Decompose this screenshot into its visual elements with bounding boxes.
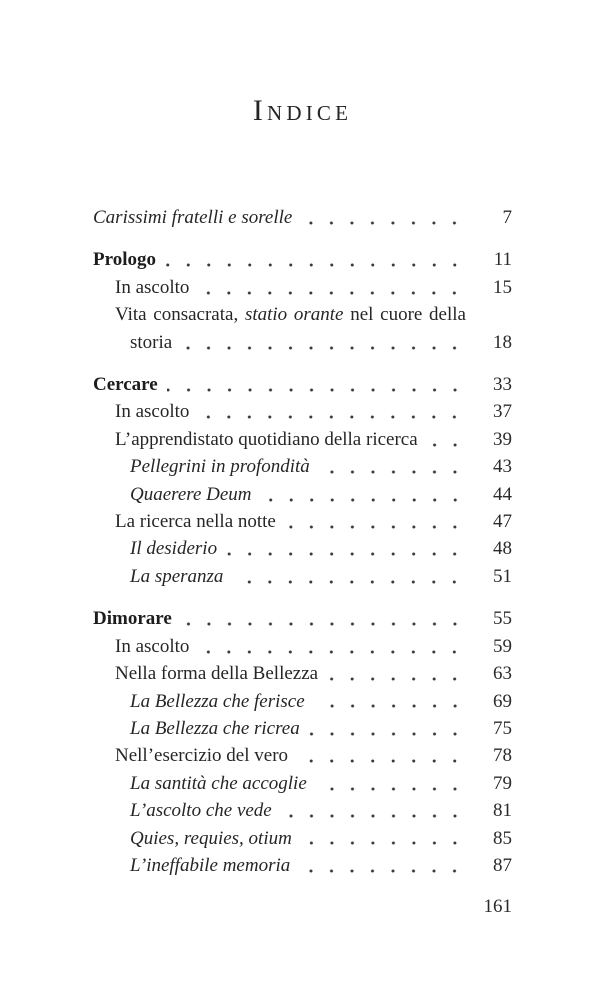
page-number: 18	[493, 331, 512, 353]
toc-entry-row	[93, 246, 512, 273]
page-number: 63	[493, 663, 512, 685]
dot-leader	[309, 715, 466, 742]
dot-leader	[319, 453, 466, 480]
toc-entry	[93, 742, 512, 769]
dot-leader	[181, 605, 466, 632]
toc-entry-row	[115, 426, 512, 453]
entry-label: Pellegrini in profondità	[130, 456, 310, 478]
dot-leader	[299, 852, 466, 879]
toc-entry	[93, 246, 512, 273]
toc-entry	[93, 825, 512, 852]
page-number: 87	[493, 854, 512, 876]
dot-leader	[285, 508, 466, 535]
dot-leader	[261, 481, 466, 508]
page-number: 39	[493, 428, 512, 450]
page-number: 33	[493, 374, 512, 396]
toc-entry-row	[115, 660, 512, 687]
toc-entry	[93, 453, 512, 480]
toc-entry	[93, 797, 512, 824]
toc-entry-row	[130, 852, 512, 879]
dot-leader	[232, 563, 466, 590]
toc-entry-row	[93, 605, 512, 632]
toc-entry	[93, 204, 512, 231]
dot-leader	[281, 797, 466, 824]
entry-label: Quaerere Deum	[130, 483, 252, 505]
page-number: 37	[493, 401, 512, 423]
entry-label: L’ineffabile memoria	[130, 854, 291, 876]
toc-entry	[93, 633, 512, 660]
page-number: 69	[493, 690, 512, 712]
toc-entry-row	[115, 742, 512, 769]
page-number: 81	[493, 800, 512, 822]
toc-entry	[93, 508, 512, 535]
toc-entry-row	[130, 797, 512, 824]
dot-leader	[198, 398, 466, 425]
dot-leader	[297, 742, 466, 769]
toc-entry	[93, 398, 512, 425]
toc-entry-row	[130, 535, 512, 562]
toc-entry-row	[115, 398, 512, 425]
dot-leader	[181, 329, 466, 356]
entry-label: In ascolto	[115, 276, 190, 298]
entry-label: In ascolto	[115, 635, 190, 657]
dot-leader	[327, 660, 466, 687]
toc-entry-row	[115, 274, 512, 301]
dot-leader	[226, 535, 466, 562]
page-number: 48	[493, 538, 512, 560]
page-number: 55	[493, 608, 512, 630]
toc-entry-row	[93, 371, 512, 398]
toc-entry	[93, 770, 512, 797]
toc-entry-row	[130, 481, 512, 508]
entry-label: La ricerca nella notte	[115, 511, 276, 533]
dot-leader	[301, 204, 466, 231]
toc-entry-row	[130, 453, 512, 480]
toc-entry	[93, 688, 512, 715]
page-number: 79	[493, 772, 512, 794]
entry-text-line: Vita consacrata, statio orante nel cuore della	[115, 304, 466, 326]
dot-leader	[165, 246, 466, 273]
entry-label: Nella forma della Bellezza	[115, 663, 319, 685]
entry-label: Il desiderio	[130, 538, 218, 560]
folio-page-number: 161	[483, 896, 512, 918]
toc-entry-row	[115, 508, 512, 535]
toc-entries	[93, 204, 512, 879]
dot-leader	[301, 825, 466, 852]
toc-entry	[93, 481, 512, 508]
toc-entry	[93, 274, 512, 301]
dot-leader	[167, 371, 466, 398]
page-number: 85	[493, 827, 512, 849]
toc-entry-row	[93, 204, 512, 231]
toc-entry	[93, 426, 512, 453]
dot-leader	[427, 426, 466, 453]
toc-entry	[93, 535, 512, 562]
entry-label: Cercare	[93, 374, 158, 396]
page-title: Indice	[252, 94, 353, 127]
page-number: 47	[493, 511, 512, 533]
page-number: 78	[493, 745, 512, 767]
toc-entry	[93, 301, 512, 356]
entry-label: La speranza	[130, 565, 224, 587]
entry-label: Prologo	[93, 249, 156, 271]
toc-entry-row	[130, 825, 512, 852]
toc-entry	[93, 371, 512, 398]
dot-leader	[316, 770, 466, 797]
page-content	[0, 94, 606, 920]
entry-label: Carissimi fratelli e sorelle	[93, 207, 293, 228]
page-number: 43	[493, 456, 512, 478]
page-number: 44	[493, 483, 512, 505]
toc-entry	[93, 563, 512, 590]
toc-entry-row	[115, 633, 512, 660]
page-number: 7	[502, 207, 512, 228]
toc-entry	[93, 660, 512, 687]
toc-entry-row	[130, 688, 512, 715]
entry-label: Nell’esercizio del vero	[115, 745, 289, 767]
toc-entry-row	[130, 715, 512, 742]
page-number: 75	[493, 717, 512, 739]
toc-entry-row	[130, 770, 512, 797]
entry-label: L’apprendistato quotidiano della ricerca	[115, 428, 418, 450]
dot-leader	[314, 688, 466, 715]
entry-label: La Bellezza che ferisce	[130, 690, 305, 712]
entry-label: La Bellezza che ricrea	[130, 717, 300, 739]
toc-entry	[93, 605, 512, 632]
toc-entry	[93, 852, 512, 879]
toc-entry-row	[130, 563, 512, 590]
dot-leader	[198, 633, 466, 660]
entry-label: In ascolto	[115, 401, 190, 423]
page-number: 15	[493, 276, 512, 298]
toc-entry	[93, 715, 512, 742]
toc-entry-row	[115, 329, 512, 356]
entry-label: storia	[130, 331, 173, 353]
page-number: 59	[493, 635, 512, 657]
dot-leader	[198, 274, 466, 301]
entry-label: Dimorare	[93, 608, 172, 630]
entry-label: Quies, requies, otium	[130, 827, 292, 849]
entry-label: L’ascolto che vede	[130, 800, 272, 822]
entry-label: La santità che accoglie	[130, 772, 307, 794]
page-number: 51	[493, 565, 512, 587]
page-number: 11	[493, 249, 512, 271]
